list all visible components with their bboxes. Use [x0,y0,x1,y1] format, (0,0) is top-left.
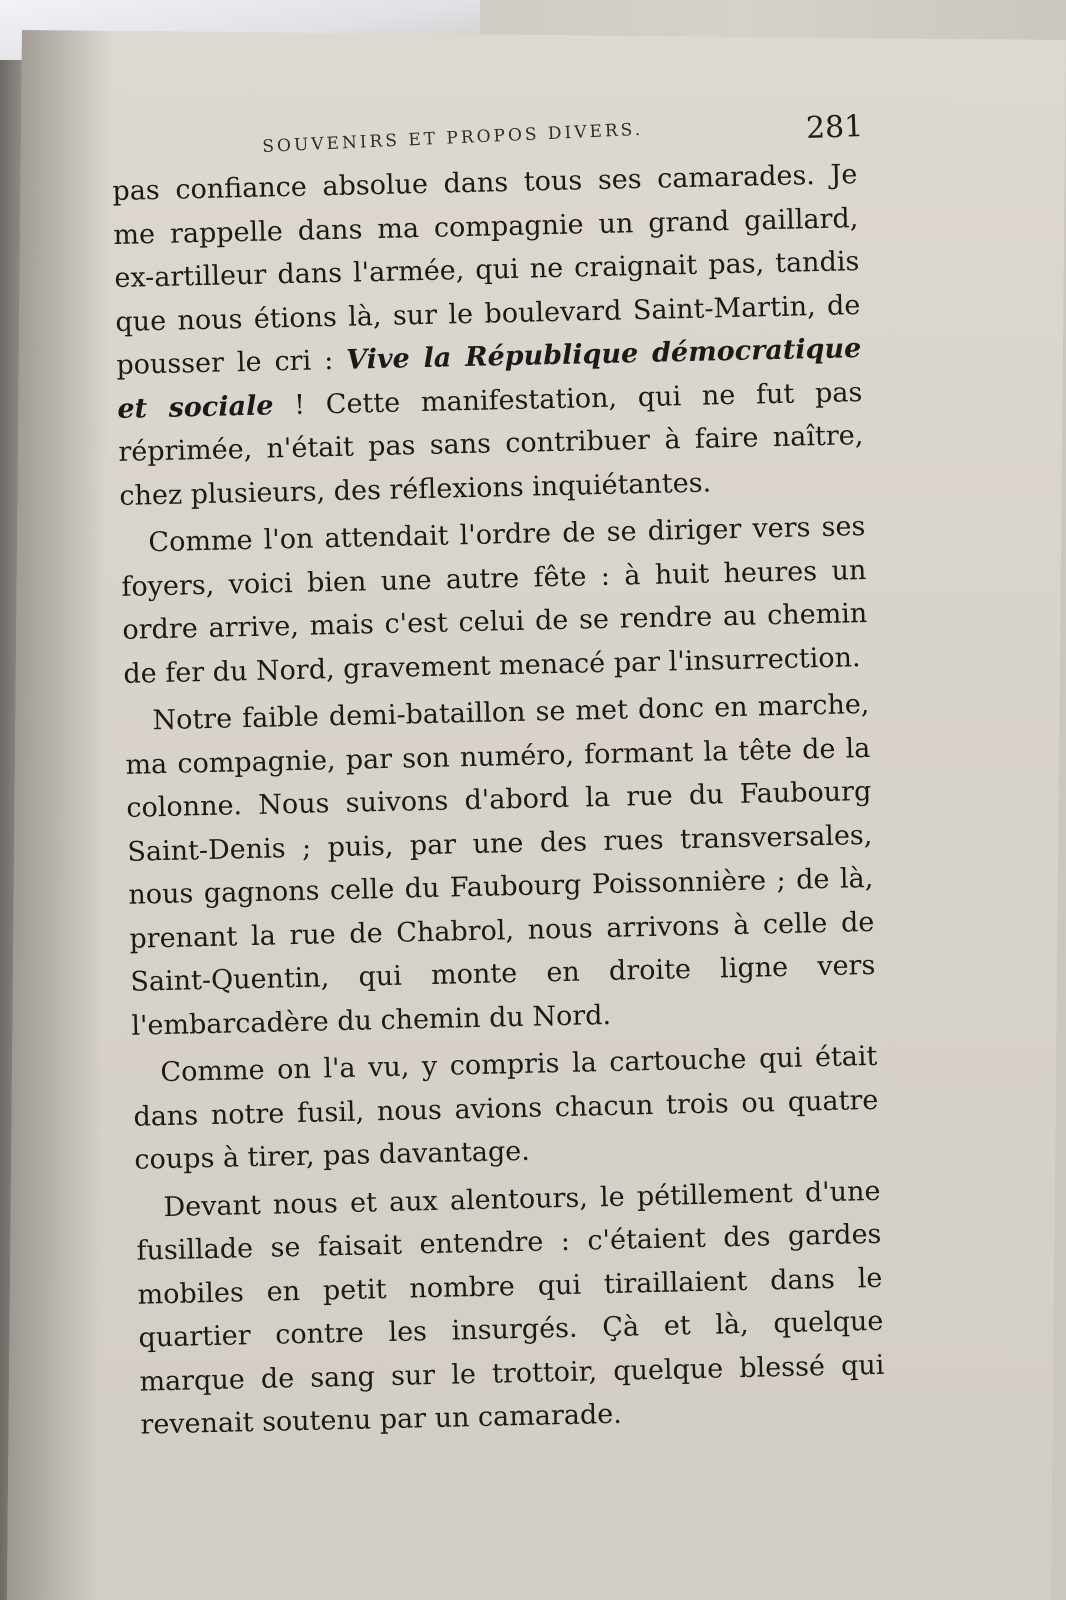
paragraph-2: Comme l'on attendait l'ordre de se diriger vers ses foyers, voici bien une autre fête : à huit heures un ordre arrive, mais c'est celui de se rendre au chemin de fer du Nord, gravement menacé par l'insurrection. [121,511,868,690]
running-head: SOUVENIRS ET PROPOS DIVERS. [262,119,644,157]
paragraph-5: Devant nous et aux alentours, le pétillement d'une fusillade se faisait entendre : c'étaient des gardes mobiles en petit nombre qui tiraillaient dans le quartier contre les insurgés. Çà et là, quelque marque de sang sur le trottoir, quelque blessé qui revenait soutenu par un camarade. [136,1175,885,1441]
paragraph-1 [112,153,865,518]
paragraph-3: Notre faible demi-bataillon se met donc en marche, ma compagnie, par son numéro, formant la tête de la colonne. Nous suivons d'abord la rue du Faubourg Saint-Denis ; puis, par une des rues transversales, nous gagnons celle du Faubourg Poissonnière ; de là, prenant la rue de Chabrol, nous arrivons à celle de Saint-Quentin, qui monte en droite ligne vers l'embarcadère du chemin du Nord. [125,688,876,1042]
paragraph-1-before: pas confiance absolue dans tous ses camarades. Je me rappelle dans ma compagnie un grand gaillard, ex-artilleur dans l'armée, qui ne craignait pas, tandis que nous étions là, sur le boulevard Saint-Martin, de pousser le cri : [112,159,861,381]
paragraph-1-emphasis: Vive la République démocratique et sociale [117,333,862,425]
paragraph-1-after: ! Cette manifestation, qui ne fut pas réprimée, n'était pas sans contribuer à faire naître, chez plusieurs, des réflexions inquiétantes. [118,376,864,512]
page-gutter-shadow [7,30,112,1600]
page-number: 281 [805,109,864,146]
paragraph-4: Comme on l'a vu, y compris la cartouche qui était dans notre fusil, nous avions chacun trois ou quatre coups à tirer, pas davantage. [133,1040,879,1176]
body-text [112,153,886,1447]
